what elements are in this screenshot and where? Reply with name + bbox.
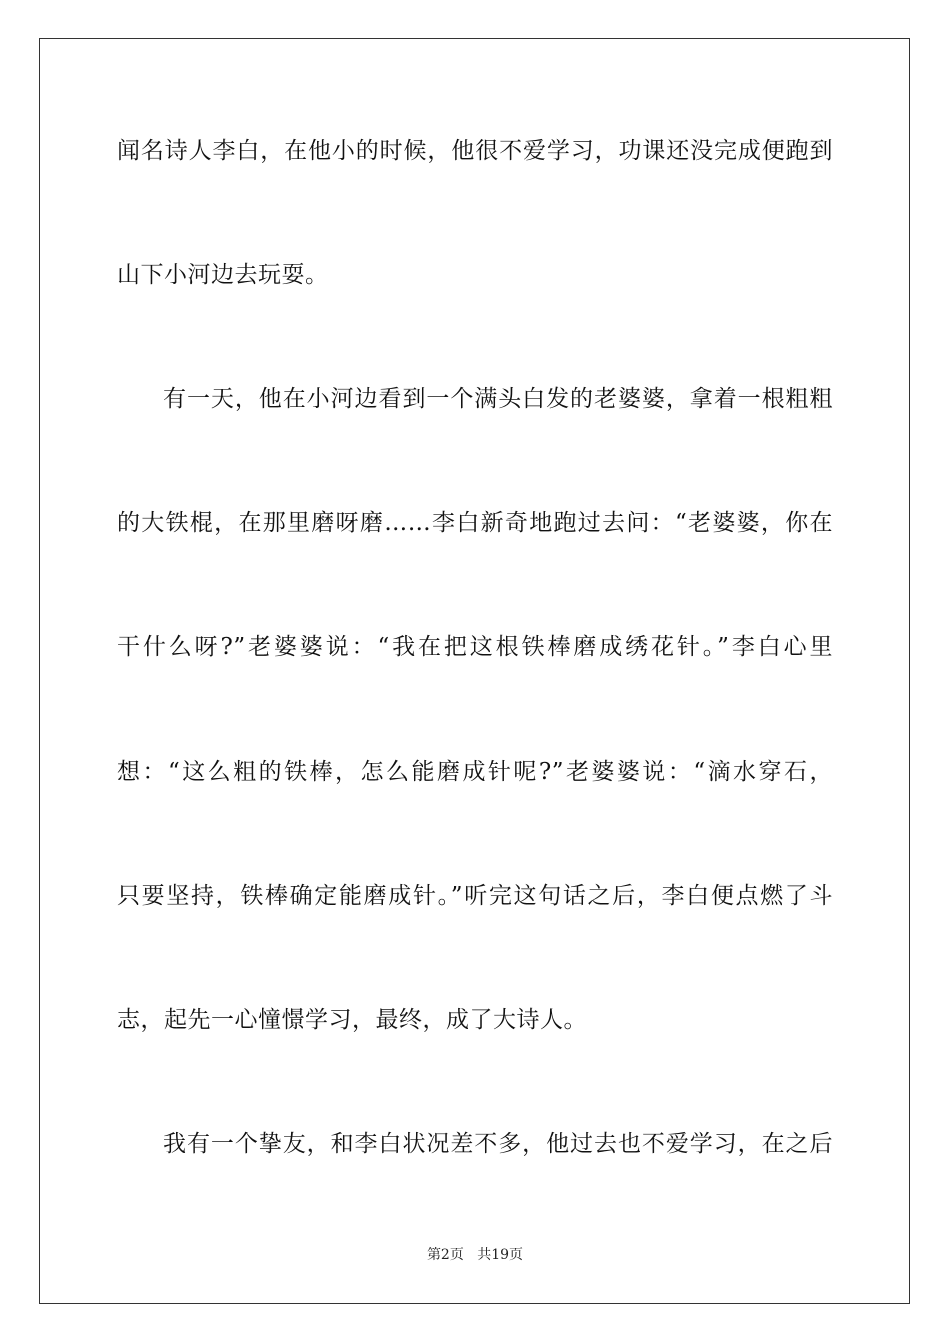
page-total: 共19页 [477, 1247, 524, 1263]
text-line: 想：“这么粗的铁棒，怎么能磨成针呢?”老婆婆说：“滴水穿石， [117, 759, 833, 785]
text-line: 志，起先一心憧憬学习，最终，成了大诗人。 [117, 1007, 587, 1033]
text-line: 的大铁棍，在那里磨呀磨……李白新奇地跑过去问：“老婆婆，你在 [117, 510, 833, 536]
text-line: 干什么呀?”老婆婆说：“我在把这根铁棒磨成绣花针。”李白心里 [117, 634, 833, 660]
text-line: 我有一个挚友，和李白状况差不多，他过去也不爱学习，在之后 [163, 1131, 833, 1157]
page-number: 第2页 [426, 1247, 464, 1263]
text-line: 闻名诗人李白，在他小的时候，他很不爱学习，功课还没完成便跑到 [117, 138, 833, 164]
page-footer [0, 1246, 950, 1264]
text-line: 有一天，他在小河边看到一个满头白发的老婆婆，拿着一根粗粗 [163, 386, 833, 412]
text-line: 只要坚持，铁棒确定能磨成针。”听完这句话之后，李白便点燃了斗 [117, 883, 833, 909]
page-border [39, 38, 910, 1304]
text-line: 山下小河边去玩耍。 [117, 262, 329, 288]
